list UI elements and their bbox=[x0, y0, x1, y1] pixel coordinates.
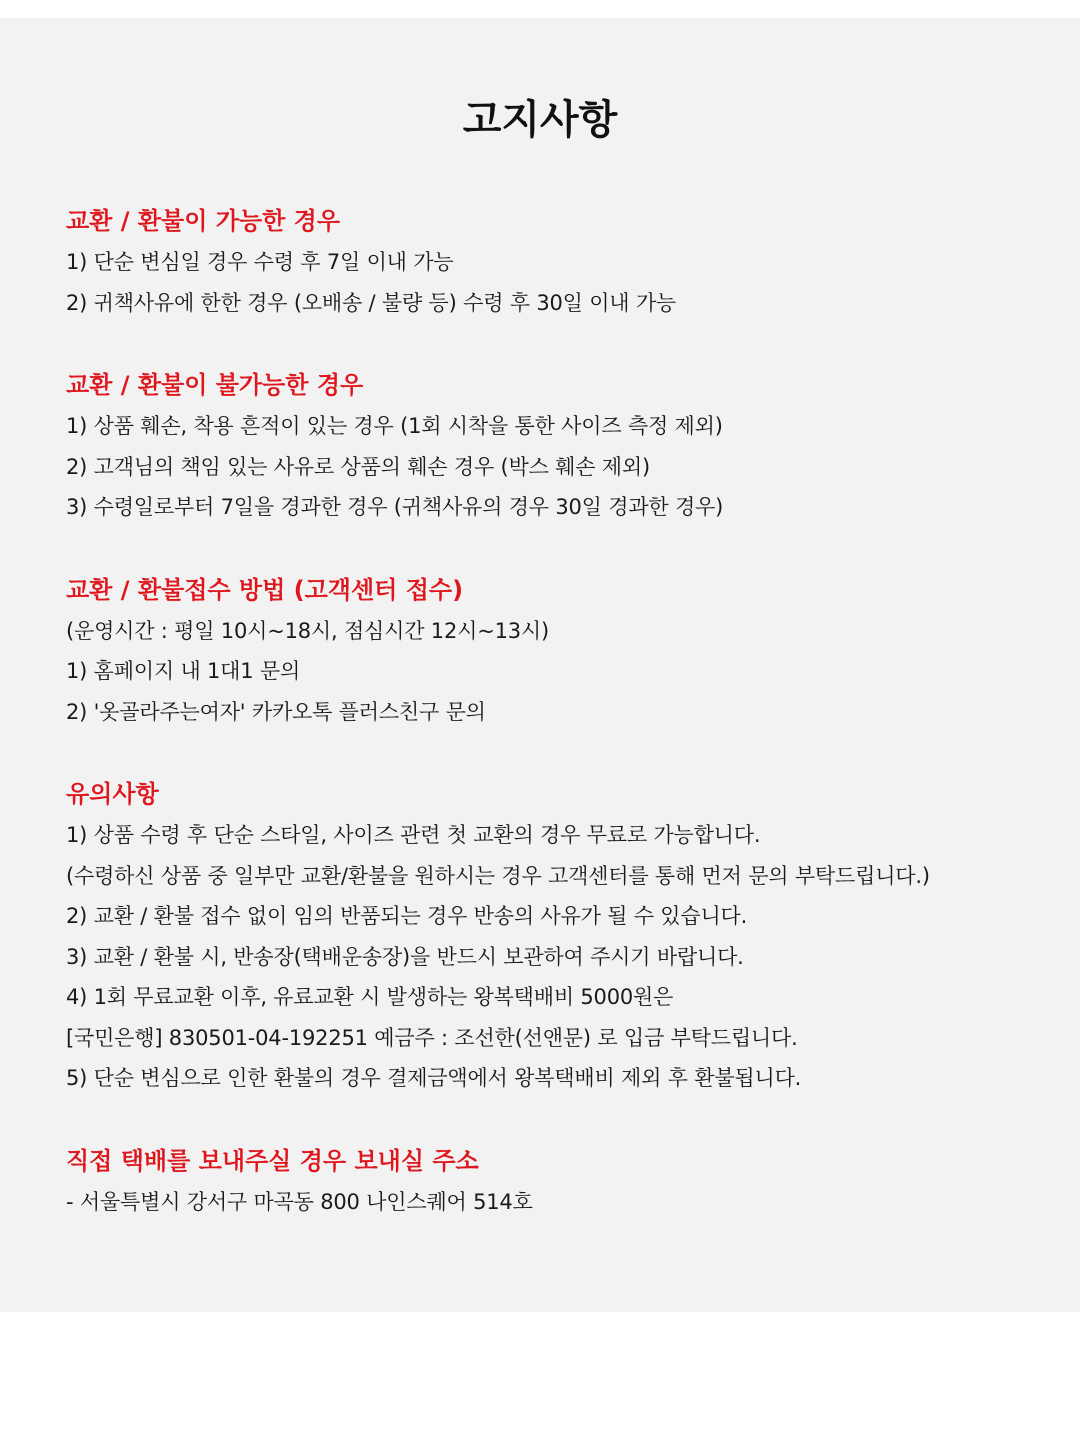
notice-line: 1) 상품 훼손, 착용 흔적이 있는 경우 (1회 시착을 통한 사이즈 측정 제외) bbox=[66, 414, 723, 438]
notice-line: 2) 귀책사유에 한한 경우 (오배송 / 불량 등) 수령 후 30일 이내 가능 bbox=[66, 290, 677, 315]
section-heading: 교환 / 환불이 불가능한 경우 bbox=[66, 371, 364, 399]
section-heading: 유의사항 bbox=[66, 780, 159, 808]
notice-line: 1) 홈페이지 내 1대1 문의 bbox=[66, 659, 301, 683]
notice-line: 2) 고객님의 책임 있는 사유로 상품의 훼손 경우 (박스 훼손 제외) bbox=[66, 454, 650, 479]
notice-line: [국민은행] 830501-04-192251 예금주 : 조선한(선앤문) 로 입금 부탁드립니다. bbox=[66, 1025, 798, 1050]
notice-line: 1) 단순 변심일 경우 수령 후 7일 이내 가능 bbox=[66, 250, 454, 274]
notice-line: 4) 1회 무료교환 이후, 유료교환 시 발생하는 왕복택배비 5000원은 bbox=[66, 985, 674, 1009]
section-heading: 교환 / 환불접수 방법 (고객센터 접수) bbox=[66, 575, 464, 604]
section-heading: 교환 / 환불이 가능한 경우 bbox=[66, 207, 341, 235]
notice-panel bbox=[0, 18, 1080, 1312]
page-title: 고지사항 bbox=[462, 97, 618, 143]
section-refund-method bbox=[66, 569, 1056, 733]
notice-line: (수령하신 상품 중 일부만 교환/환불을 원하시는 경우 고객센터를 통해 먼저 문의 부탁드립니다.) bbox=[66, 863, 930, 888]
notice-line: 2) '옷골라주는여자' 카카오톡 플러스친구 문의 bbox=[66, 699, 486, 724]
notice-line: 2) 교환 / 환불 접수 없이 임의 반품되는 경우 반송의 사유가 될 수 있습니다. bbox=[66, 904, 748, 928]
notice-line: 1) 상품 수령 후 단순 스타일, 사이즈 관련 첫 교환의 경우 무료로 가능합니다. bbox=[66, 823, 761, 847]
notice-line: 5) 단순 변심으로 인한 환불의 경우 결제금액에서 왕복택배비 제외 후 환불됩니다. bbox=[66, 1066, 802, 1090]
notice-line: - 서울특별시 강서구 마곡동 800 나인스퀘어 514호 bbox=[66, 1189, 533, 1214]
section-refund-possible bbox=[66, 200, 1056, 323]
section-refund-impossible bbox=[66, 364, 1056, 528]
section-heading: 직접 택배를 보내주실 경우 보내실 주소 bbox=[66, 1146, 479, 1175]
notice-line: 3) 교환 / 환불 시, 반송장(택배운송장)을 반드시 보관하여 주시기 바랍니다. bbox=[66, 944, 744, 969]
section-precautions bbox=[66, 773, 1056, 1099]
notice-line: 3) 수령일로부터 7일을 경과한 경우 (귀책사유의 경우 30일 경과한 경우) bbox=[66, 495, 724, 519]
section-shipping-address bbox=[66, 1140, 1056, 1223]
notice-content bbox=[66, 200, 1056, 1263]
notice-line: (운영시간 : 평일 10시~18시, 점심시간 12시~13시) bbox=[66, 618, 549, 643]
